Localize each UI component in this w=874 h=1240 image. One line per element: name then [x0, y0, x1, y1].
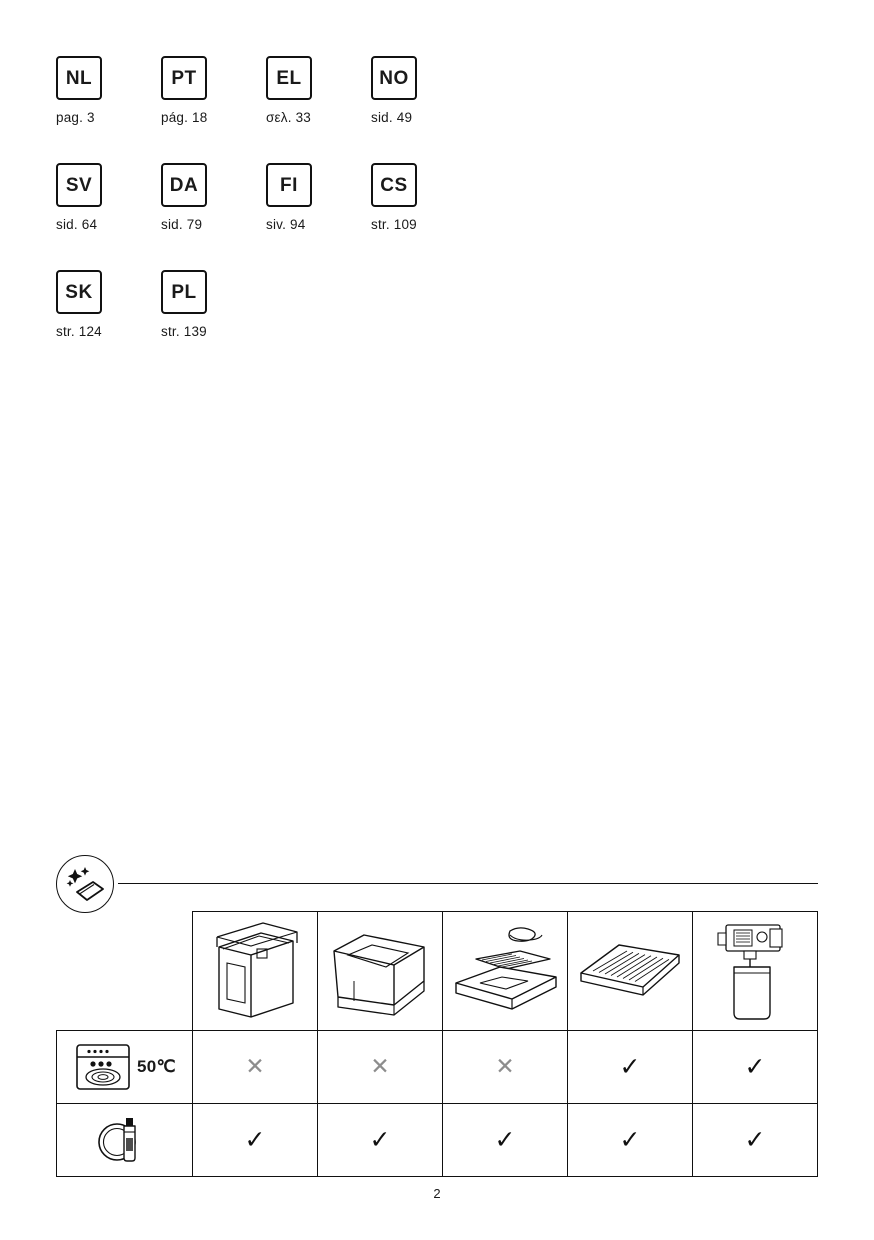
language-code: EL [276, 67, 302, 89]
language-item-da[interactable] [161, 163, 266, 232]
language-code-box [266, 163, 312, 207]
language-index-row [56, 163, 476, 232]
language-item-fi[interactable] [266, 163, 371, 232]
mark-cross: ✕ [245, 1053, 265, 1079]
mark-check: ✓ [619, 1125, 641, 1154]
header-divider [118, 883, 818, 884]
language-page-ref: pag. 3 [56, 110, 95, 125]
drip-tray-base-part-icon [446, 921, 564, 1021]
language-code-box [56, 163, 102, 207]
language-item-empty [266, 270, 371, 339]
language-item-sk[interactable] [56, 270, 161, 339]
language-page-ref: str. 124 [56, 324, 102, 339]
row-label-dishwasher [57, 1031, 193, 1104]
coffee-grounds-container-part-icon [324, 921, 436, 1021]
language-code-box [161, 56, 207, 100]
mark-check: ✓ [744, 1125, 766, 1154]
row-label-hand-wash [57, 1104, 193, 1177]
language-code: DA [169, 174, 199, 196]
language-code: SV [65, 174, 93, 196]
language-item-el[interactable] [266, 56, 371, 125]
dishwasher-temperature-label: 50℃ [137, 1057, 176, 1076]
language-code: SK [65, 281, 93, 303]
language-page-ref: sid. 49 [371, 110, 413, 125]
cell-dishwasher-milk-carafe [693, 1031, 818, 1104]
cleaning-compatibility-table [56, 911, 818, 1177]
language-code-box [56, 270, 102, 314]
language-item-no[interactable] [371, 56, 476, 125]
language-page-ref: str. 139 [161, 324, 207, 339]
part-cell-water-tank [193, 912, 318, 1031]
milk-carafe-part-icon [700, 917, 810, 1025]
language-code-box [161, 163, 207, 207]
dishwasher-icon [73, 1041, 133, 1093]
language-item-nl[interactable] [56, 56, 161, 125]
language-item-cs[interactable] [371, 163, 476, 232]
mark-cross: ✕ [370, 1053, 390, 1079]
part-cell-drip-tray-base [443, 912, 568, 1031]
language-code-box [161, 270, 207, 314]
language-item-pl[interactable] [161, 270, 266, 339]
language-item-pt[interactable] [161, 56, 266, 125]
language-index-row [56, 56, 476, 125]
cell-dishwasher-drip-tray-base [443, 1031, 568, 1104]
cell-handwash-water-tank [193, 1104, 318, 1177]
part-cell-grounds-container [318, 912, 443, 1031]
cell-dishwasher-drip-tray-grid [568, 1031, 693, 1104]
table-corner-cell [57, 912, 193, 1031]
language-page-ref: sid. 64 [56, 217, 98, 232]
part-cell-drip-tray-grid [568, 912, 693, 1031]
cleaning-care-section [56, 855, 818, 1177]
language-page-ref: sid. 79 [161, 217, 203, 232]
cell-handwash-milk-carafe [693, 1104, 818, 1177]
language-code: FI [280, 174, 298, 196]
language-page-ref: σελ. 33 [266, 110, 312, 125]
language-page-ref: siv. 94 [266, 217, 306, 232]
language-page-ref: pág. 18 [161, 110, 208, 125]
page-number: 2 [433, 1186, 441, 1201]
language-index-row [56, 270, 476, 339]
table-row-dishwasher [57, 1031, 818, 1104]
language-code: NL [65, 67, 93, 89]
water-tank-part-icon [201, 919, 309, 1023]
mark-cross: ✕ [495, 1053, 515, 1079]
table-row-hand-wash [57, 1104, 818, 1177]
mark-check: ✓ [244, 1125, 266, 1154]
mark-check: ✓ [619, 1052, 641, 1081]
cell-handwash-grounds-container [318, 1104, 443, 1177]
language-code: PL [171, 281, 197, 303]
language-page-ref: str. 109 [371, 217, 417, 232]
language-code-box [371, 163, 417, 207]
table-row-parts [57, 912, 818, 1031]
language-code: PT [171, 67, 197, 89]
hand-wash-detergent-icon [91, 1114, 155, 1166]
language-index [56, 56, 476, 377]
cell-handwash-drip-tray-base [443, 1104, 568, 1177]
sparkle-cleaning-icon [56, 855, 114, 913]
cleaning-section-header [56, 855, 818, 911]
cell-dishwasher-water-tank [193, 1031, 318, 1104]
cell-dishwasher-grounds-container [318, 1031, 443, 1104]
part-cell-milk-carafe [693, 912, 818, 1031]
language-code-box [266, 56, 312, 100]
cell-handwash-drip-tray-grid [568, 1104, 693, 1177]
mark-check: ✓ [494, 1125, 516, 1154]
language-code: NO [379, 67, 409, 89]
language-item-empty [371, 270, 476, 339]
language-item-sv[interactable] [56, 163, 161, 232]
mark-check: ✓ [369, 1125, 391, 1154]
language-code: CS [380, 174, 408, 196]
language-code-box [371, 56, 417, 100]
drip-tray-grid-part-icon [573, 929, 687, 1013]
language-code-box [56, 56, 102, 100]
mark-check: ✓ [744, 1052, 766, 1081]
